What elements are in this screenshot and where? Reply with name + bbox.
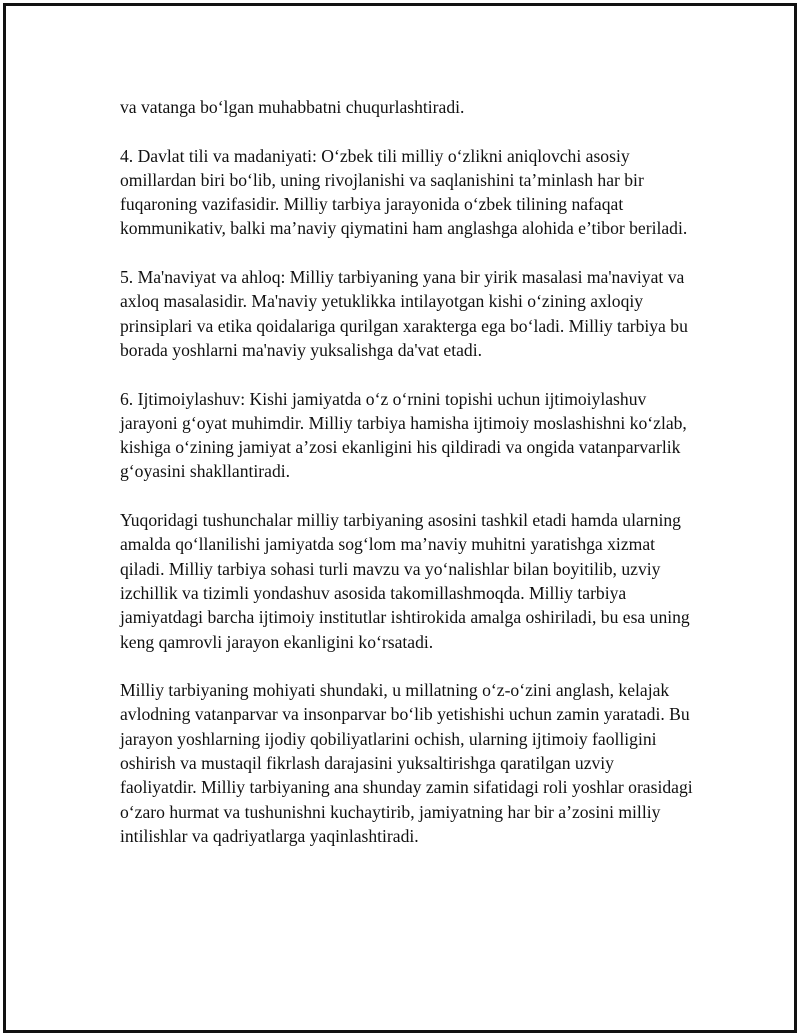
- page-frame: [3, 3, 797, 1033]
- paragraph-socialization: 6. Ijtimoiylashuv: Kishi jamiyatda o‘z o‘rnini topishi uchun ijtimoiylashuv jarayoni g‘oyat muhimdir. Milliy tarbiya hamisha ijtimoiy moslashishni ko‘zlab, kishiga o‘zining jamiyat a’zosi ekanligini his qildiradi va ongida vatanparvarlik g‘oyasini shakllantiradi.: [120, 388, 687, 482]
- paragraph-state-language: 4. Davlat tili va madaniyati: O‘zbek tili milliy o‘zlikni aniqlovchi asosiy omillardan biri bo‘lib, uning rivojlanishi va saqlanishini ta’minlash har bir fuqaroning vazifasidir. Milliy tarbiya jarayonida o‘zbek tilining nafaqat kommunikativ, balki ma’naviy qiymatini ham anglashga alohida e’tibor beriladi.: [120, 145, 688, 239]
- paragraph-continuation: va vatanga bo‘lgan muhabbatni chuqurlashtiradi.: [120, 97, 465, 117]
- paragraph-summary: Yuqoridagi tushunchalar milliy tarbiyaning asosini tashkil etadi hamda ularning amalda qo‘llanilishi jamiyatda sog‘lom ma’naviy muhitni yaratishga xizmat qiladi. Milliy tarbiya sohasi turli mavzu va yo‘nalishlar bilan boyitilib, uzviy izchillik va tizimli yondashuv asosida takomillashmoqda. Milliy tarbiya jamiyatdagi barcha ijtimoiy institutlar ishtirokida amalga oshiriladi, bu esa uning keng qamrovli jarayon ekanligini ko‘rsatadi.: [120, 510, 690, 652]
- paragraph-essence: Milliy tarbiyaning mohiyati shundaki, u millatning o‘z-o‘zini anglash, kelajak avlodning vatanparvar va insonparvar bo‘lib yetishishi uchun zamin yaratadi. Bu jarayon yoshlarning ijodiy qobiliyatlarini ochish, ularning ijtimoiy faolligini oshirish va mustaqil fikrlash darajasini yuksaltirishga qaratilgan uzviy faoliyatdir. Milliy tarbiyaning ana shunday zamin sifatidagi roli yoshlar orasidagi o‘zaro hurmat va tushunishni kuchaytirib, jamiyatning har bir a’zosini milliy intilishlar va qadriyatlarga yaqinlashtiradi.: [120, 680, 693, 846]
- document-body: [120, 95, 694, 848]
- paragraph-spirituality-ethics: 5. Ma'naviyat va ahloq: Milliy tarbiyaning yana bir yirik masalasi ma'naviyat va axloq masalasidir. Ma'naviy yetuklikka intilayotgan kishi o‘zining axloqiy prinsiplari va etika qoidalariga qurilgan xarakterga ega bo‘ladi. Milliy tarbiya bu borada yoshlarni ma'naviy yuksalishga da'vat etadi.: [120, 267, 688, 360]
